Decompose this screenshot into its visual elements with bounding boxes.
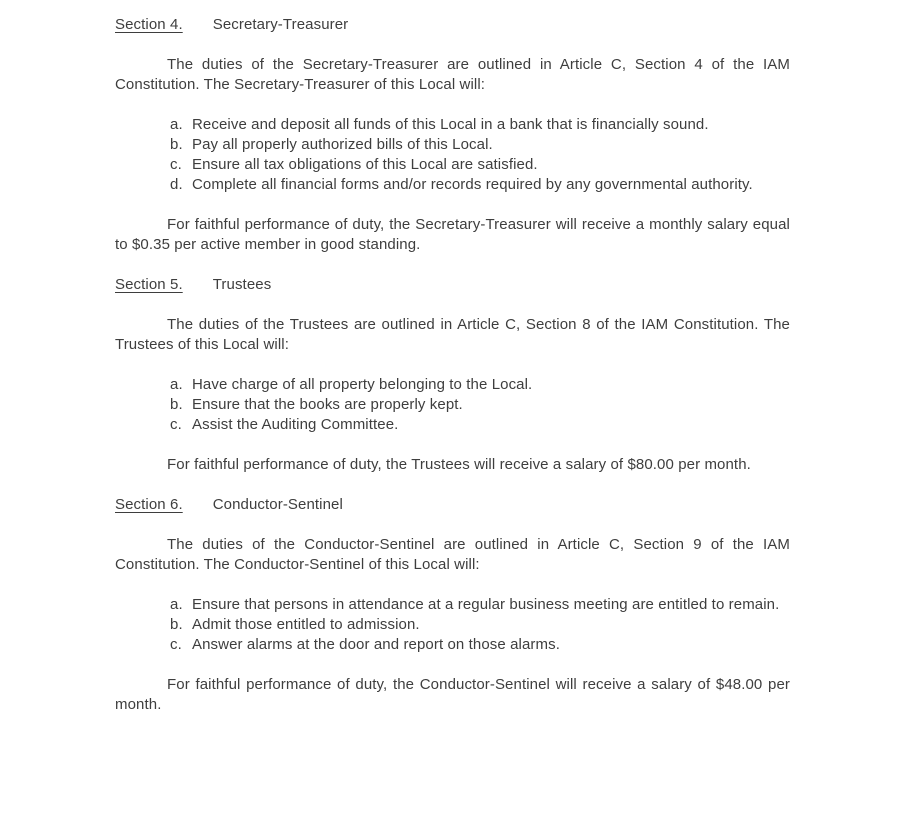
lettered-list [115,115,790,195]
section-6 [115,495,790,715]
list-item [170,395,790,415]
list-item-text: Pay all properly authorized bills of this Local. [192,136,493,153]
section-title: Secretary-Treasurer [212,16,349,33]
list-item [170,175,790,195]
lettered-list [115,375,790,435]
section-intro-paragraph: The duties of the Conductor-Sentinel are outlined in Article C, Section 9 of the IAM Constitution. The Conductor-Sentinel of this Local will: [115,536,790,573]
section-number: Section 5. [115,276,183,293]
list-item [170,615,790,635]
section-closing-paragraph: For faithful performance of duty, the Secretary-Treasurer will receive a monthly salary equal to $0.35 per active member in good standing. [115,216,790,253]
list-item-text: Ensure that the books are properly kept. [192,396,463,413]
list-item-label: b. [170,396,183,413]
list-item [170,115,790,135]
list-item [170,375,790,395]
list-item [170,595,790,615]
list-item-label: b. [170,616,183,633]
list-item-label: c. [170,416,182,433]
list-item-text: Answer alarms at the door and report on those alarms. [192,636,560,653]
section-heading [115,275,790,295]
list-item [170,135,790,155]
section-number: Section 4. [115,16,183,33]
section-title: Trustees [212,276,272,293]
section-intro-paragraph: The duties of the Trustees are outlined in Article C, Section 8 of the IAM Constitution. The Trustees of this Local will: [115,316,790,353]
list-item-text: Receive and deposit all funds of this Local in a bank that is financially sound. [192,116,709,133]
list-item [170,415,790,435]
section-5 [115,275,790,475]
list-item [170,155,790,175]
list-item-label: a. [170,116,183,133]
section-number: Section 6. [115,496,183,513]
list-item-label: d. [170,176,183,193]
list-item-label: c. [170,156,182,173]
section-title: Conductor-Sentinel [212,496,343,513]
list-item-text: Ensure that persons in attendance at a regular business meeting are entitled to remain. [192,596,780,613]
list-item-text: Complete all financial forms and/or records required by any governmental authority. [192,176,753,193]
list-item-text: Have charge of all property belonging to the Local. [192,376,533,393]
list-item-label: a. [170,596,183,613]
section-4 [115,15,790,255]
section-intro-paragraph: The duties of the Secretary-Treasurer are outlined in Article C, Section 4 of the IAM Constitution. The Secretary-Treasurer of this Local will: [115,56,790,93]
section-closing-paragraph: For faithful performance of duty, the Trustees will receive a salary of $80.00 per month. [167,456,751,473]
list-item [170,635,790,655]
section-heading [115,15,790,35]
section-closing-paragraph: For faithful performance of duty, the Conductor-Sentinel will receive a salary of $48.00 per month. [115,676,790,713]
list-item-text: Admit those entitled to admission. [192,616,420,633]
list-item-label: a. [170,376,183,393]
lettered-list [115,595,790,655]
section-heading [115,495,790,515]
list-item-text: Ensure all tax obligations of this Local are satisfied. [192,156,538,173]
list-item-text: Assist the Auditing Committee. [192,416,399,433]
list-item-label: c. [170,636,182,653]
list-item-label: b. [170,136,183,153]
